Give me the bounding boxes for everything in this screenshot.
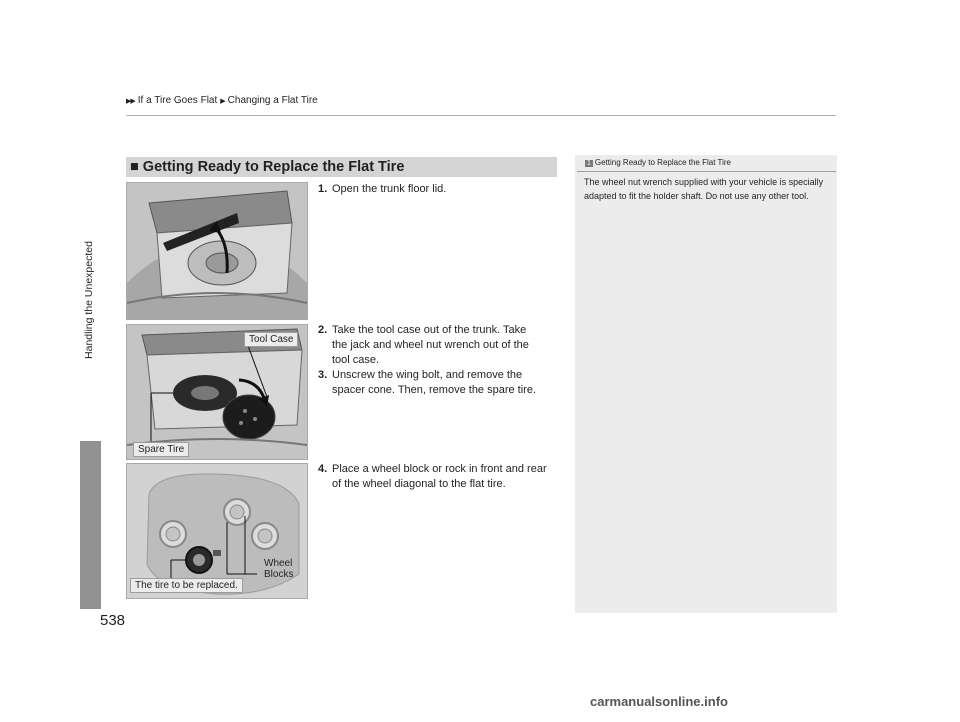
- step-text: Open the trunk floor lid.: [332, 183, 447, 195]
- note-title-text: Getting Ready to Replace the Flat Tire: [594, 158, 731, 167]
- wheel-blocks-label-line1: Wheel: [264, 558, 293, 569]
- breadcrumb-arrow-icon: ▶: [220, 97, 225, 105]
- note-divider: [577, 171, 836, 172]
- step-text-line: Take the tool case out of the trunk. Take: [332, 324, 527, 336]
- step-text-line: Place a wheel block or rock in front and rear: [332, 463, 547, 475]
- step-number: 1.: [318, 183, 328, 195]
- note-marker-icon: 1: [587, 160, 591, 167]
- step-text-line: Unscrew the wing bolt, and remove the: [332, 369, 523, 381]
- note-title: [585, 158, 731, 167]
- step-text-line: tool case.: [332, 354, 380, 366]
- note-text: The wheel nut wrench supplied with your vehicle is specially adapted to fit the holder shaft. Do not use any other tool.: [584, 177, 824, 201]
- note-panel: [575, 155, 837, 613]
- step-number: 3.: [318, 369, 328, 381]
- tool-case-label: Tool Case: [244, 332, 298, 347]
- watermark: carmanualsonline.info: [590, 694, 728, 709]
- spare-tire-label: Spare Tire: [133, 442, 189, 457]
- step-4: [318, 462, 563, 492]
- step-number: 2.: [318, 324, 328, 336]
- step-text-line: the jack and wheel nut wrench out of the: [332, 339, 529, 351]
- trunk-floor-lid-figure: [126, 182, 308, 320]
- chapter-tab[interactable]: [80, 441, 101, 609]
- step-2: [318, 323, 558, 368]
- breadcrumb-level2[interactable]: Changing a Flat Tire: [227, 95, 318, 106]
- breadcrumb: [126, 95, 318, 106]
- step-number: 4.: [318, 463, 328, 475]
- breadcrumb-level1[interactable]: If a Tire Goes Flat: [137, 95, 218, 106]
- section-heading: [130, 159, 404, 175]
- chapter-side-label: Handling the Unexpected: [83, 241, 95, 359]
- section-title: Getting Ready to Replace the Flat Tire: [142, 159, 405, 175]
- step-1: [318, 182, 446, 197]
- wheel-blocks-label-line2: Blocks: [264, 569, 294, 580]
- page-number: 538: [100, 612, 126, 629]
- wheel-blocks-label: [264, 558, 293, 580]
- step-text-line: spacer cone. Then, remove the spare tire.: [332, 384, 537, 396]
- breadcrumb-arrow-icon: ▶▶: [126, 97, 135, 105]
- section-marker: ■: [130, 159, 139, 175]
- tire-replaced-label: The tire to be replaced.: [130, 578, 243, 593]
- step-text-line: of the wheel diagonal to the flat tire.: [332, 478, 506, 490]
- header-divider: [126, 115, 836, 116]
- trunk-open-illustration: [127, 183, 307, 319]
- step-3: [318, 368, 558, 398]
